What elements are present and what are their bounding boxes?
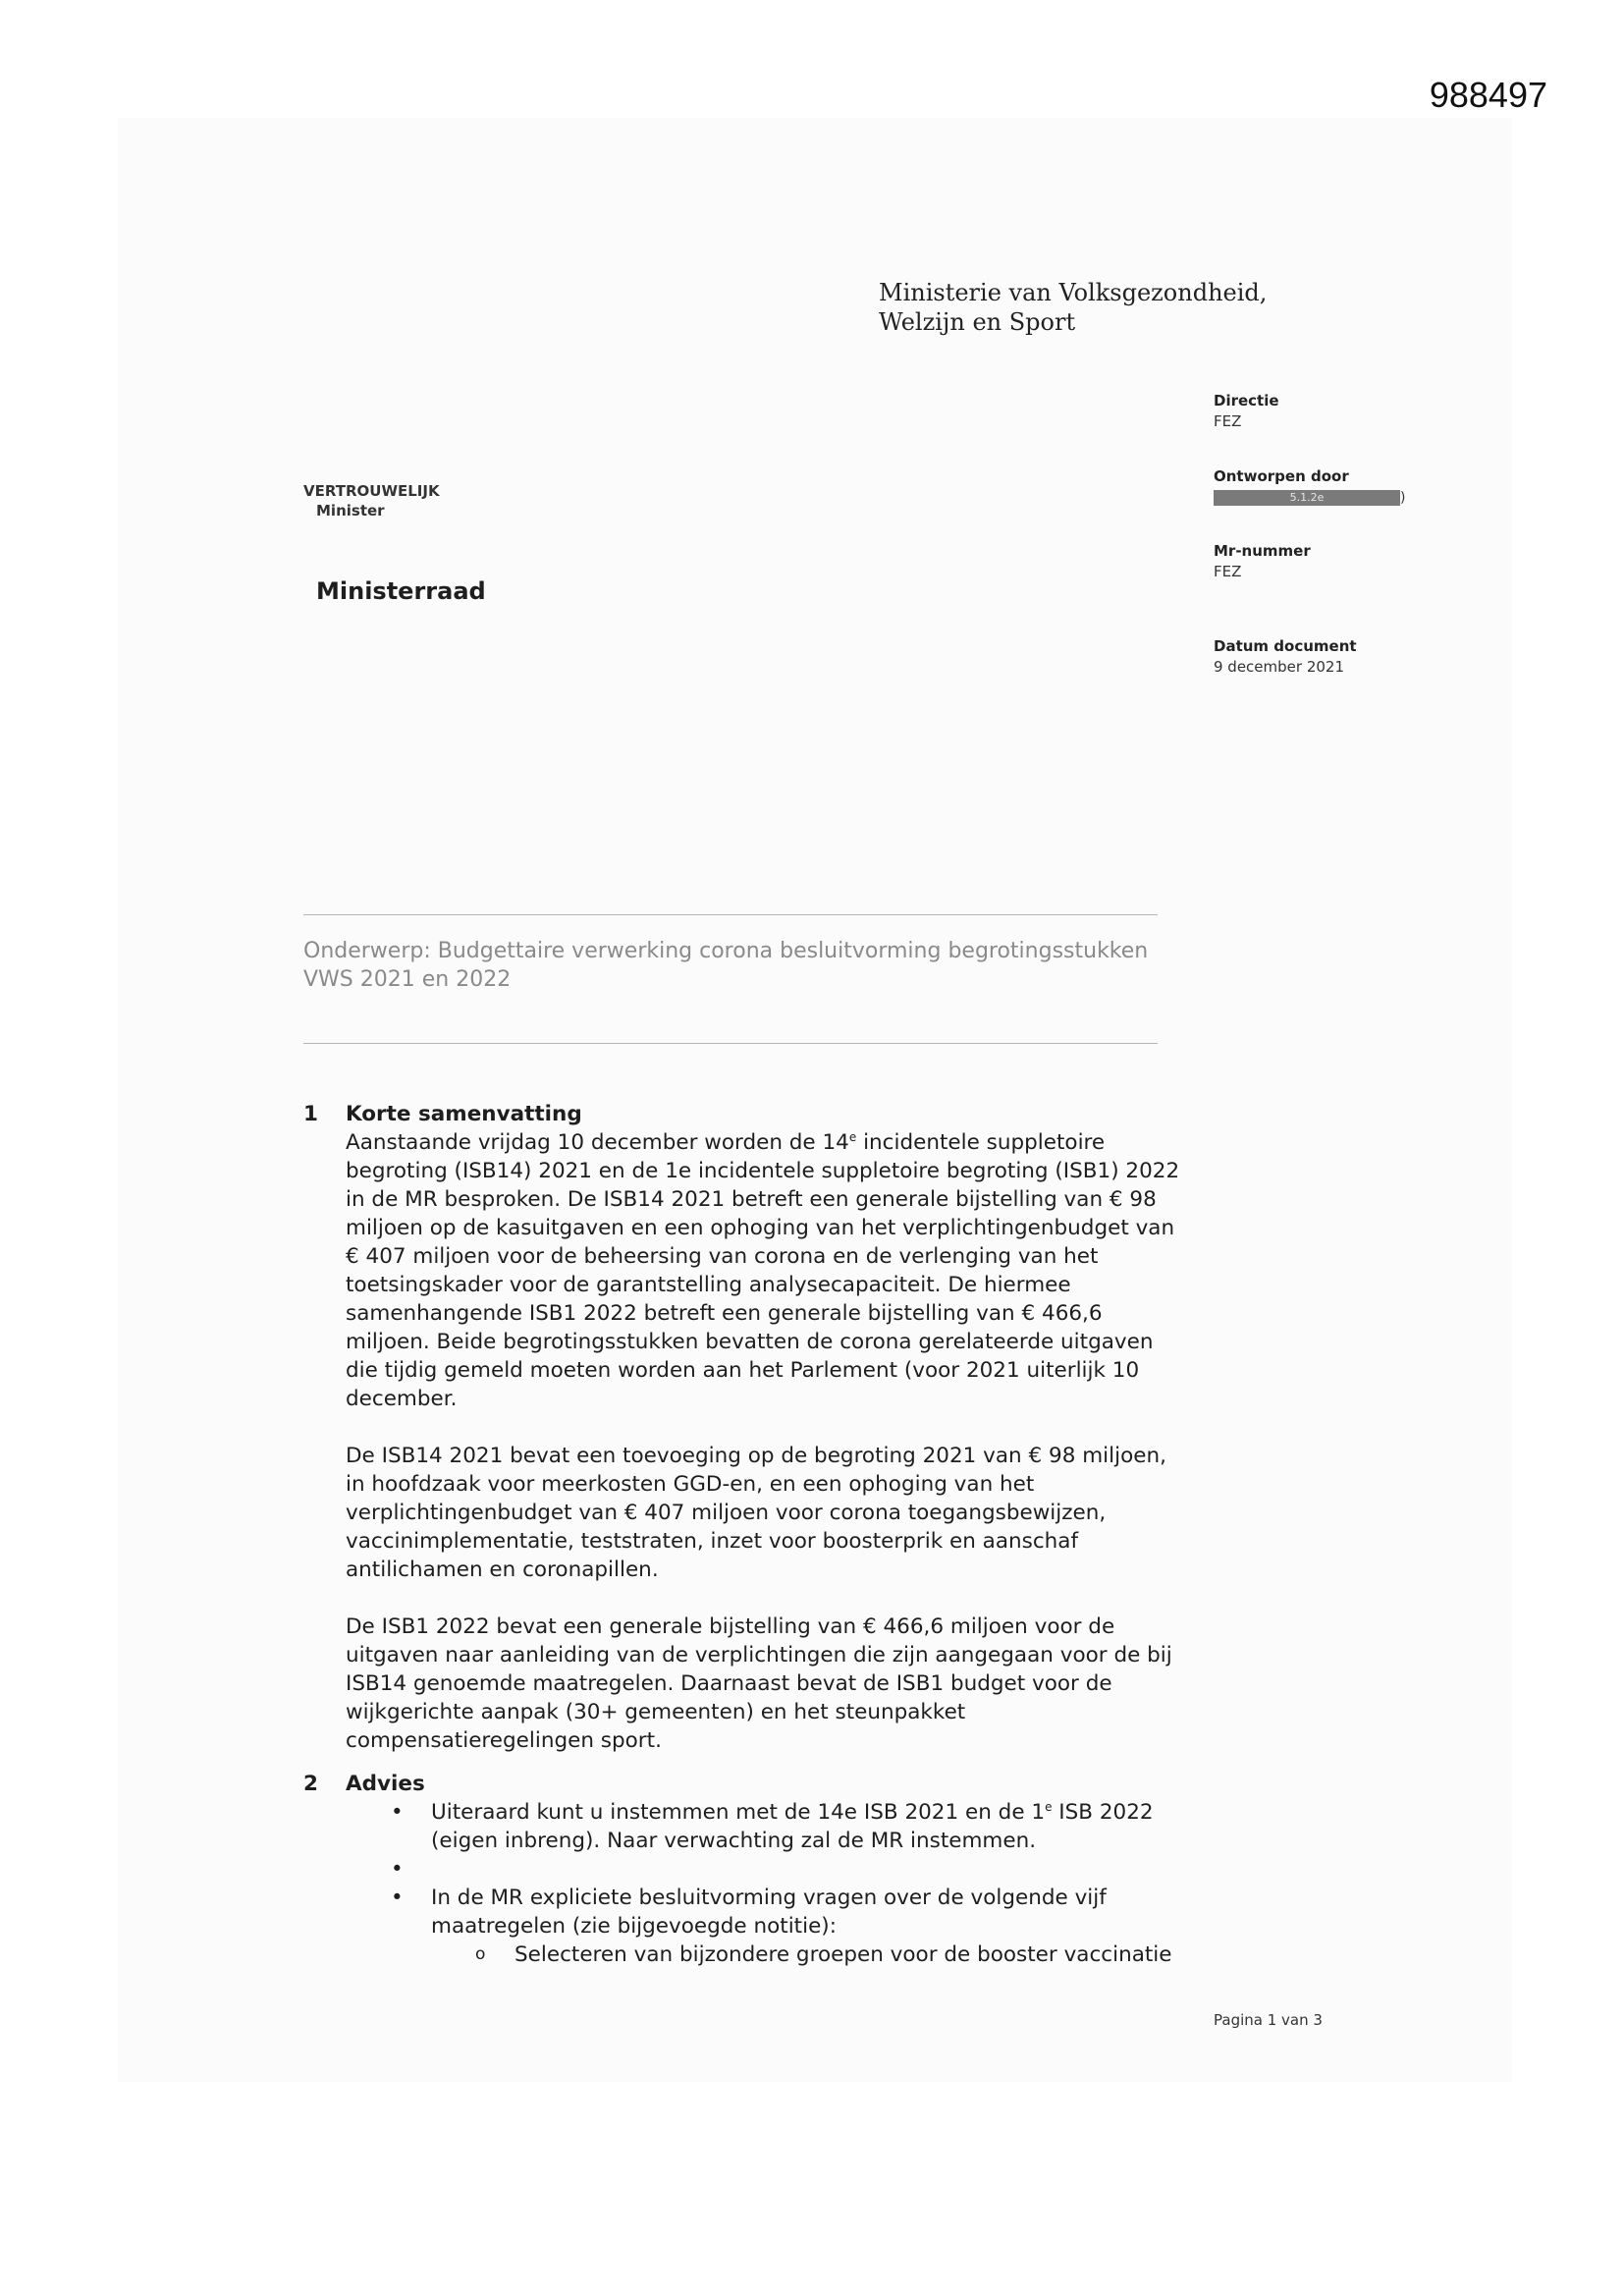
sidebar-directie [1214, 391, 1279, 432]
datum-label: Datum document [1214, 637, 1357, 655]
classification-block [303, 481, 440, 520]
section-number-1: 1 [303, 1102, 318, 1126]
sub-list-item-text: Selecteren van bijzondere groepen voor de booster vaccinatie [514, 1942, 1172, 1967]
ministry-logo-text [879, 278, 1267, 337]
paragraph-summary-3: De ISB1 2022 bevat een generale bijstelling van € 466,6 miljoen voor de uitgaven naar aanleiding van de verplichtingen die zijn aangegaan voor de bij ISB14 genoemde maatregelen. Daarnaast bevat de ISB1 budget voor de wijkgerichte aanpak (30+ gemeenten) en het steunpakket compensatieregelingen sport. [346, 1614, 1172, 1753]
list-item [391, 1855, 1187, 1884]
advice-list [303, 1798, 1187, 1969]
list-item-text: Uiteraard kunt u instemmen met de 14e ISB 2021 en de 1 [431, 1800, 1046, 1825]
mr-value: FEZ [1214, 563, 1242, 580]
sub-bullet-icon: o [475, 1944, 486, 1964]
document-number: 988497 [1429, 75, 1547, 115]
sidebar-mr-nummer [1214, 541, 1311, 582]
section-title-1: Korte samenvatting [346, 1102, 582, 1126]
bullet-icon: • [391, 1886, 404, 1910]
subject-top-rule [303, 914, 1158, 915]
paragraph-text: Aanstaande vrijdag 10 december worden de 14 [346, 1130, 849, 1155]
sub-list [431, 1941, 1187, 1969]
sidebar-ontworpen [1214, 466, 1405, 509]
subject-bottom-rule [303, 1043, 1158, 1044]
classification-level: VERTROUWELIJK [303, 482, 440, 500]
list-item [391, 1798, 1187, 1855]
bullet-icon: • [391, 1800, 404, 1825]
bullet-icon: • [391, 1857, 404, 1882]
subject-line-2: VWS 2021 en 2022 [303, 967, 512, 992]
subject [303, 937, 1167, 994]
directie-label: Directie [1214, 392, 1279, 410]
section-title-2: Advies [346, 1772, 425, 1796]
sub-list-item [475, 1941, 1187, 1969]
list-item-text: In de MR expliciete besluitvorming vragen over de volgende vijf maatregelen (zie bijgevoegde notitie): [431, 1886, 1107, 1939]
paragraph-text: incidentele suppletoire begroting (ISB14) 2021 en de 1e incidentele suppletoire begroting (ISB1) 2022 in de MR besproken. De ISB14 2021 betreft een generale bijstelling van € 98 miljoen op de kasuitgaven en een ophoging van het verplichtingenbudget van € 407 miljoen voor de beheersing van corona en de verlenging van het toetsingskader voor de garantstelling analysecapaciteit. De hiermee samenhangende ISB1 2022 betreft een generale bijstelling van € 466,6 miljoen. Beide begrotingsstukken bevatten de corona gerelateerde uitgaven die tijdig gemeld moeten worden aan het Parlement (voor 2021 uiterlijk 10 december. [346, 1130, 1180, 1411]
redaction-box: 5.1.2e [1214, 490, 1400, 506]
directie-value: FEZ [1214, 412, 1242, 430]
sidebar-datum [1214, 636, 1357, 678]
ontworpen-label: Ontworpen door [1214, 467, 1349, 485]
classification-recipient: Minister [316, 502, 385, 519]
ministry-line-2: Welzijn en Sport [879, 308, 1076, 336]
superscript: e [1045, 1799, 1053, 1814]
subject-line-1: Onderwerp: Budgettaire verwerking corona besluitvorming begrotingsstukken [303, 939, 1149, 963]
list-item-text: ISB 2022 (eigen inbreng). Naar verwachting zal de MR instemmen. [431, 1800, 1154, 1853]
section-heading-2 [303, 1770, 1187, 1798]
document-body [303, 1100, 1187, 1969]
paragraph-summary-2: De ISB14 2021 bevat een toevoeging op de begroting 2021 van € 98 miljoen, in hoofdzaak voor meerkosten GGD-en, en een ophoging van het verplichtingenbudget van € 407 miljoen voor corona toegangsbewijzen, vaccinimplementatie, teststraten, inzet voor boosterprik en aanschaf antilichamen en coronapillen. [346, 1444, 1166, 1582]
document-title: Ministerraad [316, 577, 486, 605]
page-number: Pagina 1 van 3 [1214, 2011, 1323, 2029]
datum-value: 9 december 2021 [1214, 658, 1345, 676]
redaction-tail: ) [1400, 490, 1406, 506]
section-number-2: 2 [303, 1772, 318, 1796]
superscript: e [848, 1129, 857, 1144]
mr-label: Mr-nummer [1214, 542, 1311, 560]
ministry-line-1: Ministerie van Volksgezondheid, [879, 279, 1268, 306]
section-heading-1 [303, 1100, 1187, 1128]
paragraph-summary-1 [303, 1128, 1187, 1413]
list-item [391, 1884, 1187, 1969]
